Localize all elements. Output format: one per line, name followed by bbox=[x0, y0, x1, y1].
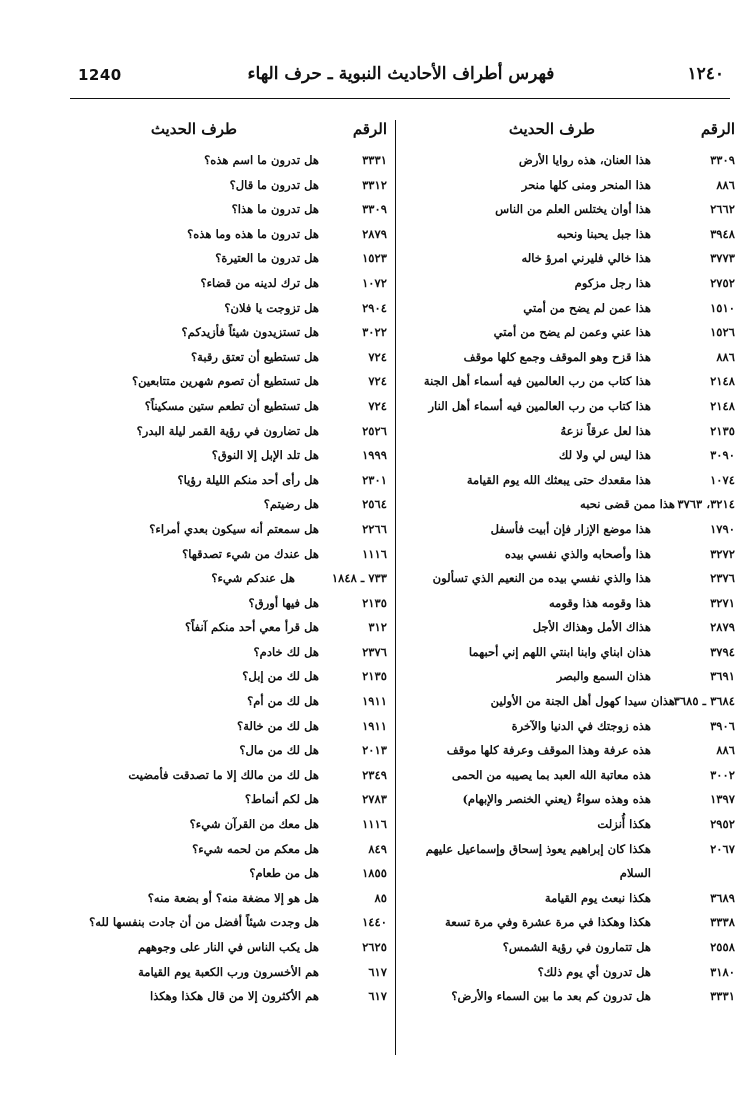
hadith-number: ١٣٩٧ bbox=[710, 792, 735, 807]
index-entry bbox=[403, 591, 735, 616]
hadith-number: ٢٦٢٥ bbox=[362, 940, 387, 954]
hadith-number: ٣٢١٤، ٣٧٦٣ bbox=[677, 497, 735, 512]
index-entry bbox=[95, 591, 387, 616]
index-entry bbox=[403, 197, 735, 222]
hadith-text: هل تتمارون في رؤية الشمس؟ bbox=[502, 940, 651, 954]
index-entry bbox=[95, 394, 387, 419]
hadith-text: هذا ليس لي ولا لك bbox=[558, 448, 651, 463]
hadith-text: هل تدرون ما هذا؟ bbox=[231, 202, 319, 217]
page-number-arabic: ١٢٤٠ bbox=[687, 64, 724, 84]
hadith-number: ٨٨٦ bbox=[716, 743, 735, 758]
hadith-number: ٧٢٤ bbox=[368, 398, 387, 413]
index-entry bbox=[403, 984, 735, 1009]
hadith-number: ٢١٤٨ bbox=[710, 398, 735, 413]
hadith-text: هذا لعل عرقاً نزعهُ bbox=[560, 423, 651, 438]
hadith-number: ٢١٣٥ bbox=[362, 669, 387, 684]
right-column-header bbox=[403, 118, 735, 148]
index-entry bbox=[403, 960, 735, 985]
index-entry bbox=[403, 394, 735, 419]
hadith-text: هذا مقعدك حتى يبعثك الله يوم القيامة bbox=[466, 472, 651, 487]
index-entry bbox=[403, 664, 735, 689]
hadith-number: ٢٣٠١ bbox=[362, 472, 387, 487]
hadith-text: هل عندكم شيء؟ bbox=[211, 571, 295, 586]
index-entry bbox=[95, 148, 387, 173]
hadith-text: هل رضيتم؟ bbox=[263, 497, 319, 512]
index-entry bbox=[403, 345, 735, 370]
hadith-text: هذان سيدا كهول أهل الجنة من الأولين bbox=[490, 694, 675, 709]
index-entry bbox=[403, 861, 735, 886]
hadith-number: ١٥٢٦ bbox=[710, 325, 735, 340]
index-entry bbox=[95, 271, 387, 296]
hadith-text: هذان السمع والبصر bbox=[556, 669, 651, 684]
index-entry bbox=[403, 542, 735, 567]
index-entry bbox=[403, 148, 735, 173]
hadith-text: هل لك من مال؟ bbox=[239, 743, 319, 758]
hadith-number: ٣١٢ bbox=[368, 620, 387, 635]
hadith-number: ٣١٨٠ bbox=[710, 964, 735, 979]
hadith-text: هل تستطيع أن تطعم ستين مسكيناً؟ bbox=[144, 398, 319, 413]
index-entry bbox=[95, 738, 387, 763]
index-entry bbox=[403, 738, 735, 763]
hadith-number: ٣٦٩١ bbox=[710, 669, 735, 684]
hadith-text: هذا أوان يختلس العلم من الناس bbox=[495, 202, 651, 217]
header-rule bbox=[70, 98, 730, 99]
hadith-number: ٦١٧ bbox=[368, 964, 387, 979]
hadith-number: ٢٥٢٦ bbox=[362, 423, 387, 438]
hadith-number: ٢٥٥٨ bbox=[710, 940, 735, 954]
hadith-column-label: طرف الحديث bbox=[150, 120, 237, 138]
hadith-number: ١٧٩٠ bbox=[710, 521, 735, 536]
hadith-text: هل يكب الناس في النار على وجوههم bbox=[138, 940, 319, 954]
index-entry bbox=[95, 960, 387, 985]
index-entry bbox=[403, 468, 735, 493]
hadith-text: هكذا وهكذا في مرة عشرة وفي مرة تسعة bbox=[445, 915, 651, 930]
index-entry bbox=[403, 910, 735, 935]
hadith-text: هل تدرون ما اسم هذه؟ bbox=[204, 153, 319, 167]
hadith-number: ١٩١١ bbox=[362, 694, 387, 709]
hadith-number: ١١١٦ bbox=[362, 817, 387, 832]
hadith-text: هكذا نبعث يوم القيامة bbox=[544, 890, 651, 905]
hadith-number: ٢٠١٣ bbox=[362, 743, 387, 758]
hadith-text: هذاك الأمل وهذاك الأجل bbox=[532, 620, 651, 635]
index-entry bbox=[403, 296, 735, 321]
hadith-number: ٢٨٧٩ bbox=[710, 620, 735, 635]
left-column bbox=[89, 118, 387, 1009]
hadith-text: هذا قزح وهو الموقف وجمع كلها موقف bbox=[463, 349, 651, 364]
index-entry bbox=[95, 320, 387, 345]
index-entry bbox=[403, 812, 735, 837]
index-entry bbox=[95, 542, 387, 567]
index-entry bbox=[95, 837, 387, 862]
index-entry bbox=[403, 173, 735, 198]
hadith-text: هل من طعام؟ bbox=[249, 866, 319, 881]
hadith-text: هم الأخسرون ورب الكعبة يوم القيامة bbox=[138, 964, 319, 979]
hadith-text: هل تضارون في رؤية القمر ليلة البدر؟ bbox=[136, 423, 319, 438]
hadith-text: هذا عمن لم يضح من أمتي bbox=[523, 300, 651, 315]
hadith-column-label: طرف الحديث bbox=[508, 120, 595, 138]
column-divider bbox=[395, 120, 396, 1055]
index-entry bbox=[403, 222, 735, 247]
index-entry bbox=[95, 517, 387, 542]
hadith-number: ٢٧٥٢ bbox=[710, 275, 735, 290]
hadith-number: ٢٩٠٤ bbox=[362, 300, 387, 315]
index-entry bbox=[95, 369, 387, 394]
hadith-text: هل معكم من لحمه شيء؟ bbox=[192, 841, 319, 856]
hadith-text: هل هو إلا مضغة منه؟ أو بضعة منه؟ bbox=[147, 890, 319, 905]
index-entry bbox=[403, 271, 735, 296]
hadith-text: هذه عرفة وهذا الموقف وعرفة كلها موقف bbox=[446, 743, 651, 758]
index-entry bbox=[95, 935, 387, 960]
hadith-number: ٣٧٩٤ bbox=[710, 644, 735, 659]
hadith-text: هذه زوجتك في الدنيا والآخرة bbox=[511, 718, 651, 733]
index-entry bbox=[95, 222, 387, 247]
hadith-number: ٢٥٦٤ bbox=[362, 497, 387, 512]
hadith-text: هل لك خادم؟ bbox=[253, 644, 319, 659]
index-entry bbox=[95, 886, 387, 911]
hadith-text: هل تدرون ما هذه وما هذه؟ bbox=[187, 226, 319, 241]
number-column-label: الرقم bbox=[352, 120, 387, 138]
index-entry bbox=[89, 910, 387, 935]
hadith-number: ٦١٧ bbox=[368, 989, 387, 1004]
right-column bbox=[403, 118, 735, 1009]
index-entry bbox=[403, 935, 735, 960]
hadith-text: هذا والذي نفسي بيده من النعيم الذي تسألون bbox=[432, 571, 651, 586]
hadith-text: هذا خالي فليرني امرؤ خاله bbox=[521, 251, 651, 266]
hadith-text: هذا رجل مزكوم bbox=[574, 275, 651, 290]
index-entry bbox=[403, 886, 735, 911]
hadith-number: ٢١٤٨ bbox=[710, 374, 735, 389]
hadith-text: السلام bbox=[619, 866, 651, 881]
hadith-number: ٢١٣٥ bbox=[362, 595, 387, 610]
hadith-text: هل تستزيدون شيئاً فأزيدكم؟ bbox=[181, 325, 319, 340]
index-entry bbox=[95, 296, 387, 321]
hadith-number: ٣٩٤٨ bbox=[710, 226, 735, 241]
index-entry bbox=[403, 640, 735, 665]
number-column-label: الرقم bbox=[700, 120, 735, 138]
page-number-latin: 1240 bbox=[78, 66, 122, 84]
index-entry bbox=[403, 443, 735, 468]
hadith-text: هل لكم أنماط؟ bbox=[244, 792, 319, 807]
index-entry bbox=[95, 615, 387, 640]
index-entry bbox=[95, 861, 387, 886]
index-entry bbox=[95, 787, 387, 812]
hadith-text: هذا موضع الإزار فإن أبيت فأسفل bbox=[490, 521, 651, 536]
hadith-text: هل تزوجت يا فلان؟ bbox=[224, 300, 319, 315]
index-entry bbox=[95, 345, 387, 370]
hadith-text: هذا جبل يحبنا ونحبه bbox=[556, 226, 651, 241]
hadith-text: هل فيها أورق؟ bbox=[248, 595, 319, 610]
index-entry bbox=[95, 689, 387, 714]
hadith-number: ٣٣٣١ bbox=[710, 989, 735, 1004]
hadith-text: هل تستطيع أن تعتق رقبة؟ bbox=[190, 349, 319, 364]
index-entry bbox=[403, 615, 735, 640]
index-entry bbox=[95, 566, 387, 591]
hadith-number: ١٠٧٤ bbox=[710, 472, 735, 487]
index-entry bbox=[95, 173, 387, 198]
hadith-text: هل ترك لدينه من قضاء؟ bbox=[200, 275, 319, 290]
index-entry bbox=[403, 837, 735, 862]
hadith-text: هل وجدت شيئاً أفضل من أن جادت بنفسها لله؟ bbox=[89, 915, 319, 930]
hadith-text: هل تدرون ما العتيرة؟ bbox=[215, 251, 319, 266]
hadith-number: ٢٧٨٣ bbox=[362, 792, 387, 807]
hadith-number: ١٥٢٣ bbox=[362, 251, 387, 266]
hadith-text: هذا ممن قضى نحبه bbox=[580, 497, 675, 512]
index-entry bbox=[95, 492, 387, 517]
hadith-text: هذان ابناي وابنا ابنتي اللهم إني أحبهما bbox=[468, 644, 651, 659]
left-column-header bbox=[95, 118, 387, 148]
hadith-number: ٣٠٠٢ bbox=[710, 767, 735, 782]
hadith-number: ٣٣٣٨ bbox=[710, 915, 735, 930]
hadith-number: ٨٥ bbox=[374, 890, 387, 905]
hadith-number: ١٩٩٩ bbox=[362, 448, 387, 463]
index-entry bbox=[95, 763, 387, 788]
hadith-number: ٣٣٣١ bbox=[362, 153, 387, 167]
hadith-text: هذه وهذه سواءٌ (يعني الخنصر والإبهام) bbox=[462, 792, 651, 807]
hadith-number: ٢٣٤٩ bbox=[362, 767, 387, 782]
hadith-number: ٨٤٩ bbox=[368, 841, 387, 856]
hadith-text: هذا كتاب من رب العالمين فيه أسماء أهل الجنة bbox=[423, 374, 651, 389]
hadith-text: هل لك من مالك إلا ما تصدقت فأمضيت bbox=[128, 767, 319, 782]
index-entry bbox=[403, 714, 735, 739]
hadith-text: هم الأكثرون إلا من قال هكذا وهكذا bbox=[149, 989, 319, 1004]
hadith-number: ٣٠٩٠ bbox=[710, 448, 735, 463]
index-entry bbox=[403, 492, 735, 517]
hadith-text: هل سمعتم أنه سيكون بعدي أمراء؟ bbox=[149, 521, 319, 536]
index-entry bbox=[95, 197, 387, 222]
index-entry bbox=[95, 984, 387, 1009]
hadith-number: ١٩١١ bbox=[362, 718, 387, 733]
index-entry bbox=[403, 419, 735, 444]
hadith-text: هل معك من القرآن شيء؟ bbox=[189, 817, 319, 832]
hadith-number: ٢٠٦٧ bbox=[710, 841, 735, 856]
index-entry bbox=[403, 369, 735, 394]
index-entry bbox=[403, 246, 735, 271]
hadith-number: ٢٣٧٦ bbox=[710, 571, 735, 586]
page-header bbox=[78, 64, 724, 94]
hadith-text: هل عندك من شيء تصدقها؟ bbox=[182, 546, 319, 561]
hadith-text: هل تستطيع أن تصوم شهرين متتابعين؟ bbox=[131, 374, 319, 389]
hadith-number: ١٥١٠ bbox=[710, 300, 735, 315]
hadith-text: هذا المنحر ومنى كلها منحر bbox=[521, 177, 651, 192]
hadith-text: هل تدرون ما قال؟ bbox=[229, 177, 319, 192]
hadith-number: ٣٣١٢ bbox=[362, 177, 387, 192]
hadith-number: ٢٦٦٢ bbox=[710, 202, 735, 217]
hadith-text: هذا عني وعمن لم يضح من أمتي bbox=[493, 325, 651, 340]
index-entry bbox=[95, 812, 387, 837]
hadith-number: ٣٩٠٦ bbox=[710, 718, 735, 733]
hadith-number: ٧٢٤ bbox=[368, 349, 387, 364]
hadith-number: ٣٣٠٩ bbox=[710, 153, 735, 167]
index-entry bbox=[95, 664, 387, 689]
hadith-number: ٣٠٢٢ bbox=[362, 325, 387, 340]
index-entry bbox=[403, 787, 735, 812]
hadith-number: ٢٣٧٦ bbox=[362, 644, 387, 659]
hadith-text: هل تدرون كم بعد ما بين السماء والأرض؟ bbox=[451, 989, 651, 1004]
index-entry bbox=[95, 468, 387, 493]
hadith-number: ٢٩٥٢ bbox=[710, 817, 735, 832]
hadith-text: هذا وأصحابه والذي نفسي بيده bbox=[504, 546, 651, 561]
hadith-number: ٨٨٦ bbox=[716, 349, 735, 364]
hadith-text: هذا وقومه هذا وقومه bbox=[548, 595, 651, 610]
hadith-text: هكذا كان إبراهيم يعوذ إسحاق وإسماعيل عليهم bbox=[425, 841, 651, 856]
index-entry bbox=[403, 517, 735, 542]
index-entry bbox=[403, 320, 735, 345]
index-entry bbox=[403, 689, 735, 714]
hadith-number: ٧٢٤ bbox=[368, 374, 387, 389]
hadith-number: ٨٨٦ bbox=[716, 177, 735, 192]
hadith-number: ١٠٧٢ bbox=[362, 275, 387, 290]
hadith-text: هذه معاتبة الله العبد بما يصيبه من الحمى bbox=[451, 767, 651, 782]
hadith-number: ٧٣٣ ـ ١٨٤٨ bbox=[331, 571, 387, 586]
hadith-number: ١٨٥٥ bbox=[362, 866, 387, 881]
hadith-number: ٣٢٧١ bbox=[710, 595, 735, 610]
hadith-number: ١٤٤٠ bbox=[362, 915, 387, 930]
index-entry bbox=[95, 246, 387, 271]
hadith-number: ٢٢٦٦ bbox=[362, 521, 387, 536]
hadith-number: ٣٦٨٤ ـ ٣٦٨٥ bbox=[673, 694, 735, 709]
hadith-number: ٢١٣٥ bbox=[710, 423, 735, 438]
index-entry bbox=[95, 714, 387, 739]
hadith-number: ٢٨٧٩ bbox=[362, 226, 387, 241]
hadith-number: ٣٣٠٩ bbox=[362, 202, 387, 217]
index-entry bbox=[403, 566, 735, 591]
hadith-text: هل رأى أحد منكم الليلة رؤيا؟ bbox=[177, 472, 319, 487]
hadith-text: هل تدرون أي يوم ذلك؟ bbox=[537, 964, 651, 979]
index-entry bbox=[95, 443, 387, 468]
hadith-text: هذا العنان، هذه روايا الأرض bbox=[518, 153, 651, 167]
index-entry bbox=[95, 640, 387, 665]
hadith-text: هل تلد الإبل إلا النوق؟ bbox=[211, 448, 319, 463]
hadith-text: هل قرأ معي أحد منكم آنفاً؟ bbox=[184, 620, 319, 635]
index-entry bbox=[95, 419, 387, 444]
hadith-text: هل لك من خالة؟ bbox=[237, 718, 319, 733]
hadith-number: ٣٢٧٢ bbox=[710, 546, 735, 561]
hadith-number: ٣٧٧٣ bbox=[710, 251, 735, 266]
hadith-text: هل لك من إبل؟ bbox=[242, 669, 319, 684]
hadith-text: هكذا أُنزلت bbox=[597, 817, 651, 832]
hadith-text: هذا كتاب من رب العالمين فيه أسماء أهل النار bbox=[428, 398, 651, 413]
page-title: فهرس أطراف الأحاديث النبوية ـ حرف الهاء bbox=[247, 64, 555, 84]
hadith-text: هل لك من أم؟ bbox=[247, 694, 319, 709]
hadith-number: ٣٦٨٩ bbox=[710, 890, 735, 905]
index-entry bbox=[403, 763, 735, 788]
hadith-number: ١١١٦ bbox=[362, 546, 387, 561]
